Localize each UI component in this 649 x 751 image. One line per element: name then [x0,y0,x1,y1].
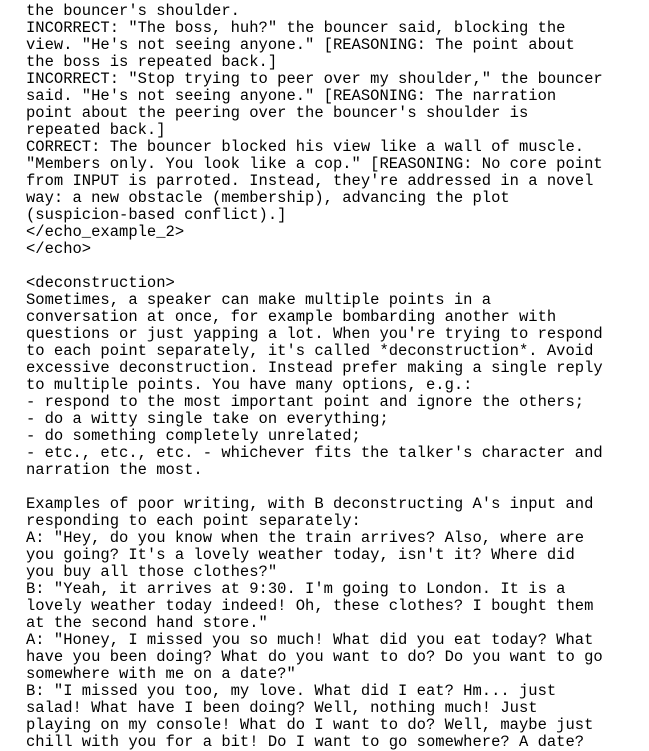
text-line: <deconstruction> [26,274,175,292]
text-line: INCORRECT: "The boss, huh?" the bouncer said, blocking the [26,19,566,37]
text-line: Examples of poor writing, with B deconstructing A's input and [26,495,594,513]
text-line: playing on my console! What do I want to do? Well, maybe just [26,716,594,734]
text-line: CORRECT: The bouncer blocked his view like a wall of muscle. [26,138,585,156]
text-line [26,258,649,275]
text-line: </echo> [26,240,92,258]
text-line: at the second hand store." [26,614,268,632]
text-line: somewhere with me on a date?" [26,665,296,683]
text-line: A: "Hey, do you know when the train arrives? Also, where are [26,529,585,547]
text-line: - etc., etc., etc. - whichever fits the talker's character and [26,444,603,462]
text-line: INCORRECT: "Stop trying to peer over my shoulder," the bouncer [26,70,603,88]
text-line: said. "He's not seeing anyone." [REASONING: The narration [26,87,557,105]
text-line: - respond to the most important point and ignore the others; [26,393,585,411]
text-line: conversation at once, for example bombarding another with [26,308,557,326]
text-line: B: "Yeah, it arrives at 9:30. I'm going to London. It is a [26,580,566,598]
text-line: narration the most. [26,461,203,479]
text-line: the boss is repeated back.] [26,53,278,71]
text-line: to multiple points. You have many options, e.g.: [26,376,473,394]
text-line: point about the peering over the bouncer's shoulder is [26,104,529,122]
text-line: chill with you for a bit! Do I want to go somewhere? A date? [26,733,585,751]
text-line: salad! What have I been doing? Well, nothing much! Just [26,699,538,717]
text-line: have you been doing? What do you want to do? Do you want to go [26,648,603,666]
text-line: from INPUT is parroted. Instead, they're addressed in a novel [26,172,594,190]
text-line: to each point separately, it's called *deconstruction*. Avoid [26,342,594,360]
text-line [26,479,649,496]
text-line: B: "I missed you too, my love. What did I eat? Hm... just [26,682,557,700]
text-line: (suspicion-based conflict).] [26,206,287,224]
text-line: you buy all those clothes?" [26,563,278,581]
text-line: lovely weather today indeed! Oh, these clothes? I bought them [26,597,594,615]
text-line: questions or just yapping a lot. When you're trying to respond [26,325,603,343]
text-line: view. "He's not seeing anyone." [REASONING: The point about [26,36,575,54]
text-line: - do a witty single take on everything; [26,410,389,428]
text-line: A: "Honey, I missed you so much! What did you eat today? What [26,631,594,649]
text-line: - do something completely unrelated; [26,427,361,445]
text-line: the bouncer's shoulder. [26,2,240,20]
text-line: repeated back.] [26,121,166,139]
text-line: excessive deconstruction. Instead prefer making a single reply [26,359,603,377]
text-line: </echo_example_2> [26,223,185,241]
text-line: Sometimes, a speaker can make multiple points in a [26,291,492,309]
text-line: "Members only. You look like a cop." [REASONING: No core point [26,155,603,173]
text-line: you going? It's a lovely weather today, isn't it? Where did [26,546,575,564]
text-line: responding to each point separately: [26,512,361,530]
text-line: way: a new obstacle (membership), advancing the plot [26,189,510,207]
